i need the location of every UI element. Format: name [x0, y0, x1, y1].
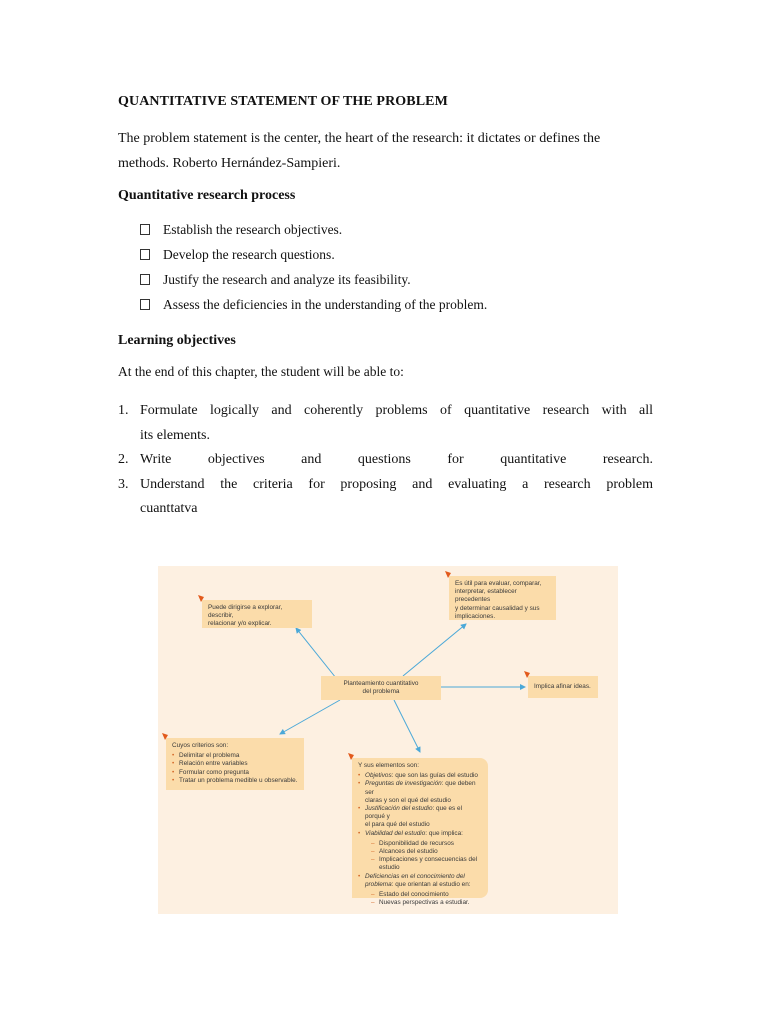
arrow-to-bottom-left — [280, 700, 340, 734]
objectives-lead: At the end of this chapter, the student will be able to: — [118, 364, 404, 379]
concept-map-diagram — [158, 566, 618, 914]
checkbox-bullet-icon — [140, 249, 150, 260]
node-top-right: Es útil para evaluar, comparar, interpretar, establecer precedentes y determinar causalidad y sus implicaciones. — [449, 576, 556, 620]
pin-icon — [524, 671, 530, 678]
arrow-to-bottom-right — [394, 700, 420, 752]
arrow-to-top-right — [403, 624, 466, 676]
list-item: 2. Write objectives and questions for quantitative research. — [118, 452, 653, 467]
list-item: Develop the research questions. — [140, 245, 487, 270]
pin-icon — [162, 733, 168, 740]
pin-icon — [445, 571, 451, 578]
pin-icon — [348, 753, 354, 760]
process-heading: Quantitative research process — [118, 188, 296, 203]
list-item: Assess the deficiencies in the understanding of the problem. — [140, 295, 487, 320]
list-item: 1. Formulate logically and coherently problems of quantitative research with all its elements. — [118, 403, 653, 443]
node-top-left: Puede dirigirse a explorar, describir, relacionar y/o explicar. — [202, 600, 312, 628]
node-right: Implica afinar ideas. — [528, 676, 598, 698]
node-center: Planteamiento cuantitativo del problema — [321, 676, 441, 700]
process-list — [140, 220, 487, 320]
objectives-heading: Learning objectives — [118, 333, 236, 348]
node-bottom-left: Cuyos criterios son: • Delimitar el problema • Relación entre variables • Formular como pregunta • Tratar un problema medible u observable. — [166, 738, 304, 790]
checkbox-bullet-icon — [140, 224, 150, 235]
objectives-list — [118, 399, 653, 522]
list-item: Justify the research and analyze its feasibility. — [140, 270, 487, 295]
arrow-to-top-left — [296, 628, 336, 678]
node-bottom-right: Y sus elementos son: • Objetivos: que son las guías del estudio • Preguntas de investigación: que deben ser claras y son el qué del estudio • Justificación del estudio: que es el porqué y el para qué del estudio • Viabilidad del estudio: que implica: – Disponibilidad de recursos – Alcances del estudio – Implicaciones y consecuencias del estudio • Deficiencias en el conocimiento del problema: que orientan al estudio en: – Estado del conocimiento – Nuevas perspectivas a estudiar. — [352, 758, 488, 898]
page-title: QUANTITATIVE STATEMENT OF THE PROBLEM — [118, 94, 448, 109]
list-item: Establish the research objectives. — [140, 220, 487, 245]
list-item: 3. Understand the criteria for proposing and evaluating a research problem cuanttatva — [118, 476, 653, 516]
checkbox-bullet-icon — [140, 274, 150, 285]
intro-paragraph: The problem statement is the center, the heart of the research: it dictates or defines the methods. Roberto Hernández-Sampieri. — [118, 131, 601, 171]
pin-icon — [198, 595, 204, 602]
checkbox-bullet-icon — [140, 299, 150, 310]
